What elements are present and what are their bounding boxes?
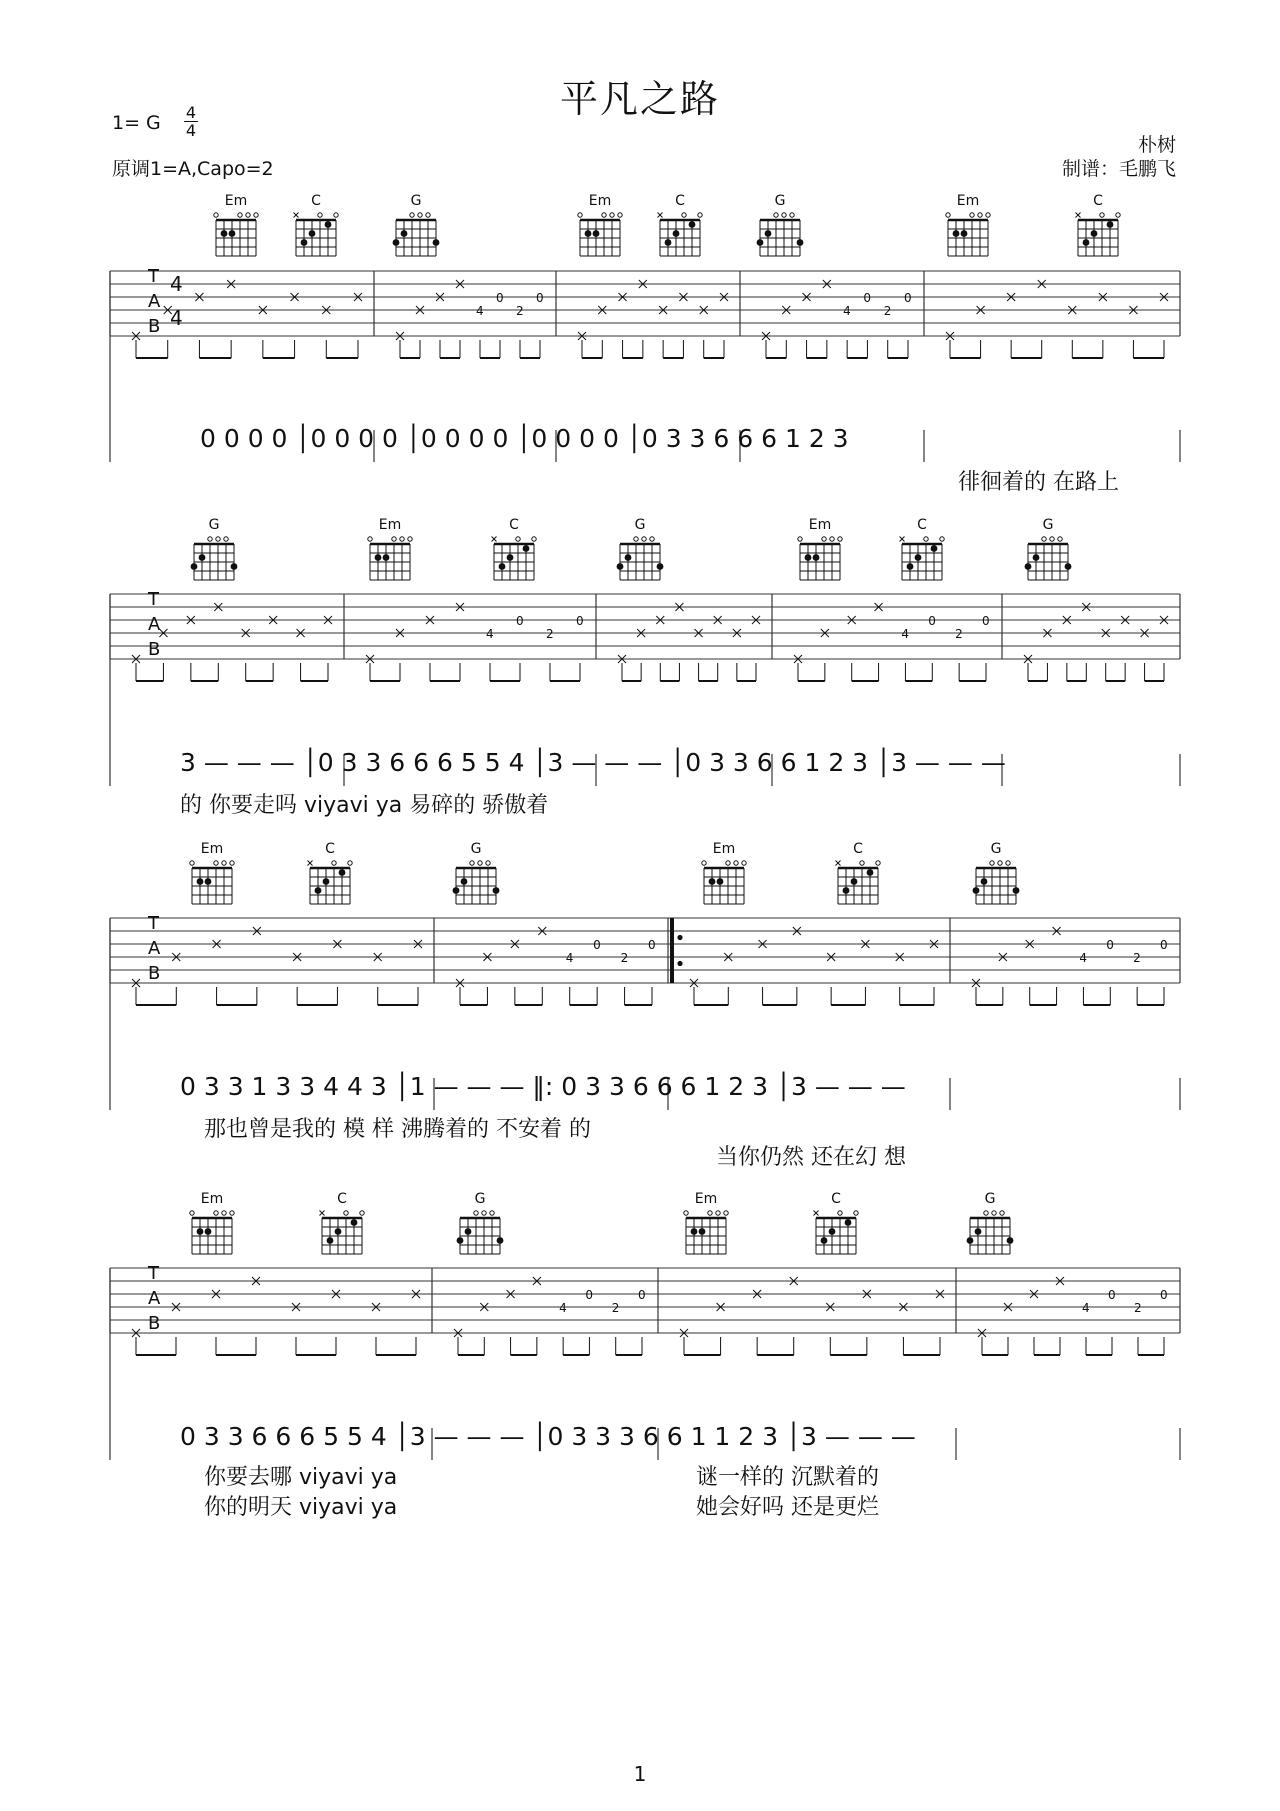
tab-fret-number: 0 [516, 614, 524, 628]
chord-name: Em [712, 841, 736, 857]
chord-name: Em [224, 193, 248, 209]
chord-grid [186, 1208, 238, 1258]
lyrics-line-4b: 你的明天 viyavi ya [204, 1495, 398, 1520]
tab-fret-number: 0 [536, 291, 544, 305]
chord-name: Em [956, 193, 980, 209]
chord-name: Em [200, 841, 224, 857]
chord-grid [290, 210, 342, 260]
chord-name: Em [378, 517, 402, 533]
tab-letter: A [148, 291, 161, 312]
chord-name: G [470, 841, 482, 857]
tab-fret-number: 4 [843, 304, 851, 318]
tab-letter: T [148, 1263, 159, 1284]
chord-diagram-c [286, 192, 346, 260]
chord-diagram-c [828, 840, 888, 908]
tab-fret-number: 0 [593, 938, 601, 952]
chord-name: C [675, 193, 685, 209]
chord-name: G [410, 193, 422, 209]
chord-grid [970, 858, 1022, 908]
chord-diagram-c [650, 192, 710, 260]
tab-fret-number: 4 [565, 951, 574, 965]
chord-diagram-c [1068, 192, 1128, 260]
tab-fret-number: 4 [901, 627, 910, 641]
tab-fret-number: 0 [863, 291, 872, 305]
chord-grid [450, 858, 502, 908]
chord-grid [698, 858, 750, 908]
chord-name: C [917, 517, 927, 533]
chord-diagram-em [182, 840, 242, 908]
chord-name: C [1093, 193, 1103, 209]
tab-letter: B [148, 963, 161, 984]
chord-name: G [990, 841, 1002, 857]
tab-fret-number: 2 [546, 627, 554, 641]
lyrics-line-4d: 她会好吗 还是更烂 [696, 1495, 879, 1520]
tab-fret-number: 0 [904, 291, 912, 305]
chord-name: G [634, 517, 646, 533]
tab-fret-number: 4 [1079, 951, 1088, 965]
chord-diagram-g [446, 840, 506, 908]
chord-diagram-g [966, 840, 1026, 908]
page-number: 1 [633, 1762, 647, 1786]
lyrics-line-1: 徘徊着的 在路上 [958, 470, 1119, 495]
tab-fret-number: 4 [486, 627, 494, 641]
key-signature [112, 112, 161, 134]
chord-grid [390, 210, 442, 260]
time-sig-top: 4 [185, 103, 197, 122]
tab-fret-number: 4 [559, 1301, 567, 1315]
chord-diagram-em [938, 192, 998, 260]
chord-name: C [325, 841, 335, 857]
chord-diagram-c [806, 1190, 866, 1258]
key-label: 1= G [112, 112, 161, 134]
chord-grid [754, 210, 806, 260]
tab-letter: A [148, 938, 161, 959]
tab-fret-number: 2 [1134, 1301, 1142, 1315]
artist: 朴树 [1137, 134, 1176, 156]
tab-fret-number: 0 [496, 291, 504, 305]
notation-line-1: 0 0 0 0 │0 0 0 0 │0 0 0 0 │0 0 0 0 │0 3 3 6 6 6 1 2 3 [200, 424, 849, 453]
tab-fret-number: 0 [1106, 938, 1114, 952]
chord-grid [316, 1208, 368, 1258]
chord-grid [964, 1208, 1016, 1258]
tab-fret-number: 2 [620, 951, 629, 965]
tab-letter: B [148, 1313, 161, 1334]
time-signature [184, 104, 198, 139]
chord-grid [210, 210, 262, 260]
chord-grid [364, 534, 416, 584]
chord-diagram-g [184, 516, 244, 584]
chord-grid [942, 210, 994, 260]
chord-grid [614, 534, 666, 584]
tab-fret-number: 0 [1108, 1288, 1116, 1302]
notation-line-4: 0 3 3 6 6 6 5 5 4 │3 — — — │0 3 3 3 6 6 1 1 2 3 │3 — — — [180, 1422, 916, 1451]
tab-letter: B [148, 316, 161, 337]
original-key: 原调1=A,Capo=2 [112, 158, 274, 180]
chord-grid [304, 858, 356, 908]
tab-fret-number: 4 [476, 304, 484, 318]
chord-grid [186, 858, 238, 908]
chord-grid [188, 534, 240, 584]
lyrics-line-3a: 那也曾是我的 模 样 沸腾着的 不安着 的 [204, 1117, 591, 1142]
chord-diagram-g [610, 516, 670, 584]
time-sig-bottom: 4 [185, 121, 197, 140]
lyrics-line-2: 的 你要走吗 viyavi ya 易碎的 骄傲着 [180, 793, 549, 818]
tab-fret-number: 2 [516, 304, 524, 318]
tab-letter: T [148, 266, 159, 287]
chord-grid [488, 534, 540, 584]
song-title: 平凡之路 [559, 77, 720, 121]
tab-fret-number: 0 [638, 1288, 646, 1302]
notation-line-2: 3 — — — │0 3 3 6 6 6 5 5 4 │3 — — — │0 3 3 6 6 1 2 3 │3 — — — [180, 748, 1006, 777]
chord-diagram-g [960, 1190, 1020, 1258]
tab-letter: T [148, 589, 159, 610]
chord-diagram-em [790, 516, 850, 584]
tab-time-top: 4 [170, 272, 183, 296]
tab-fret-number: 0 [648, 938, 656, 952]
chord-diagram-em [360, 516, 420, 584]
chord-name: C [831, 1191, 841, 1207]
tab-fret-number: 2 [1133, 951, 1141, 965]
chord-diagram-g [450, 1190, 510, 1258]
chord-name: G [208, 517, 220, 533]
tab-fret-number: 0 [982, 614, 990, 628]
chord-name: Em [808, 517, 832, 533]
chord-diagram-em [694, 840, 754, 908]
chord-diagram-c [300, 840, 360, 908]
notation-line-3: 0 3 3 1 3 3 4 4 3 │1 — — — ‖: 0 3 3 6 6 6 1 2 3 │3 — — — [180, 1072, 906, 1101]
tab-fret-number: 0 [928, 614, 936, 628]
chord-name: C [509, 517, 519, 533]
chord-grid [680, 1208, 732, 1258]
chord-diagram-em [182, 1190, 242, 1258]
chord-name: Em [588, 193, 612, 209]
chord-name: C [337, 1191, 347, 1207]
chord-diagram-g [750, 192, 810, 260]
tab-fret-number: 2 [955, 627, 963, 641]
tab-time-bottom: 4 [170, 306, 183, 330]
chord-name: G [474, 1191, 486, 1207]
tab-fret-number: 0 [1160, 1288, 1168, 1302]
tab-letter: A [148, 1288, 161, 1309]
chord-grid [1072, 210, 1124, 260]
tab-fret-number: 0 [585, 1288, 594, 1302]
lyrics-line-4c: 谜一样的 沉默着的 [696, 1465, 879, 1490]
chord-diagram-em [676, 1190, 736, 1258]
chord-diagram-c [892, 516, 952, 584]
tab-fret-number: 0 [576, 614, 584, 628]
chord-grid [832, 858, 884, 908]
chord-name: Em [200, 1191, 224, 1207]
chord-grid [810, 1208, 862, 1258]
chord-diagram-c [312, 1190, 372, 1258]
chord-diagram-c [484, 516, 544, 584]
chord-name: G [984, 1191, 996, 1207]
chord-grid [454, 1208, 506, 1258]
chord-diagram-em [206, 192, 266, 260]
tab-letter: A [148, 614, 161, 635]
chord-grid [896, 534, 948, 584]
tab-fret-number: 2 [883, 304, 892, 318]
chord-name: G [774, 193, 786, 209]
chord-name: C [311, 193, 321, 209]
chord-name: G [1042, 517, 1054, 533]
tab-letter: B [148, 639, 161, 660]
chord-diagram-g [1018, 516, 1078, 584]
tab-fret-number: 4 [1082, 1301, 1090, 1315]
tab-letter: T [148, 913, 159, 934]
chord-grid [794, 534, 846, 584]
chord-grid [654, 210, 706, 260]
chord-grid [574, 210, 626, 260]
chord-diagram-em [570, 192, 630, 260]
arranger: 制谱：毛鹏飞 [1061, 158, 1176, 180]
chord-name: C [853, 841, 863, 857]
chord-diagram-g [386, 192, 446, 260]
tab-fret-number: 2 [611, 1301, 620, 1315]
tab-fret-number: 0 [1160, 938, 1168, 952]
lyrics-line-3b: 当你仍然 还在幻 想 [716, 1145, 906, 1170]
lyrics-line-4a: 你要去哪 viyavi ya [204, 1465, 398, 1490]
chord-name: Em [694, 1191, 718, 1207]
chord-grid [1022, 534, 1074, 584]
